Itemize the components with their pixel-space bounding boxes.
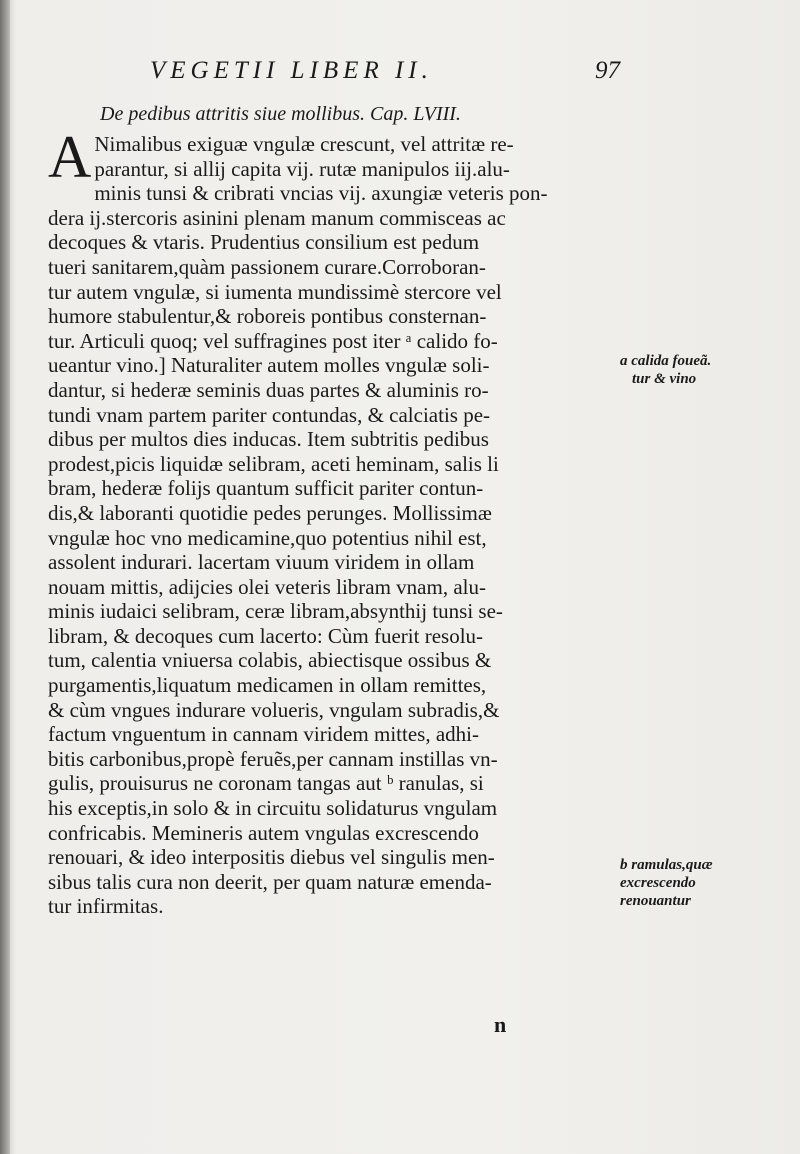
text-line: confricabis. Memineris autem vngulas excrescendo — [48, 820, 479, 845]
margin-note-line: tur & vino — [632, 371, 697, 387]
text-line: tueri sanitarem,quàm passionem curare.Corroboran- — [48, 254, 486, 279]
running-title: VEGETII LIBER II. — [150, 57, 433, 84]
text-line: tur. Articuli quoq; vel suffragines post iter ᵃ calido fo- — [48, 328, 498, 353]
text-line: parantur, si allij capita vij. rutæ manipulos iij.alu- — [94, 156, 510, 181]
margin-note-line: calida foueã. — [631, 353, 712, 369]
text-line: nouam mittis, adijcies olei veteris libram vnam, alu- — [48, 574, 486, 599]
body-text — [48, 124, 614, 919]
text-line: dera ij.stercoris asinini plenam manum commisceas ac — [48, 205, 506, 230]
margin-note-marker: a — [620, 353, 628, 369]
text-line: renouari, & ideo interpositis diebus vel singulis men- — [48, 845, 495, 870]
text-line: prodest,picis liquidæ selibram, aceti heminam, salis li — [48, 451, 499, 476]
text-line: his exceptis,in solo & in circuitu solidaturus vngulam — [48, 796, 498, 821]
text-line: dantur, si hederæ seminis duas partes & aluminis ro- — [48, 377, 489, 402]
text-line: dibus per multos dies inducas. Item subtritis pedibus — [48, 427, 489, 452]
text-line: tum, calentia vniuersa colabis, abiectisque ossibus & — [48, 648, 492, 673]
text-line: ueantur vino.] Naturaliter autem molles vngulæ soli- — [48, 353, 490, 378]
text-line: tundi vnam partem pariter contundas, & calciatis pe- — [48, 402, 491, 427]
text-line: purgamentis,liquatum medicamen in ollam remittes, — [48, 673, 487, 698]
margin-note-line: ramulas,quæ — [631, 857, 713, 873]
page-number: 97 — [595, 57, 620, 84]
chapter-heading: De pedibus attritis siue mollibus. Cap. LVIII. — [100, 103, 461, 125]
text-line: decoques & vtaris. Prudentius consilium est pedum — [48, 230, 480, 255]
margin-note-b — [620, 856, 713, 910]
text-line: sibus talis cura non deerit, per quam naturæ emenda- — [48, 869, 492, 894]
text-line: gulis, prouisurus ne coronam tangas aut ᵇ ranulas, si — [48, 771, 484, 796]
text-line: humore stabulentur,& roboreis pontibus consternan- — [48, 304, 487, 329]
text-line: libram, & decoques cum lacerto: Cùm fuerit resolu- — [48, 623, 484, 648]
text-line: tur autem vngulæ, si iumenta mundissimè stercore vel — [48, 279, 502, 304]
text-line: minis iudaici selibram, ceræ libram,absynthij tunsi se- — [48, 599, 503, 624]
text-line: dis,& laboranti quotidie pedes perunges. Mollissimæ — [48, 500, 492, 525]
text-line: assolent indurari. lacertam viuum viridem in ollam — [48, 550, 475, 575]
text-line: minis tunsi & cribrati vncias vij. axungiæ veteris pon- — [94, 181, 548, 206]
text-line: bitis carbonibus,propè feruẽs,per cannam instillas vn- — [48, 746, 498, 771]
margin-note-line: excrescendo — [620, 875, 696, 891]
margin-note-line: renouantur — [620, 893, 691, 909]
text-line: vngulæ hoc vno medicamine,quo potentius nihil est, — [48, 525, 487, 550]
text-line: factum vnguentum in cannam viridem mittes, adhi- — [48, 722, 479, 747]
text-line: Nimalibus exiguæ vngulæ crescunt, vel attritæ re- — [94, 132, 514, 156]
drop-initial: A — [48, 124, 92, 190]
text-line: tur infirmitas. — [48, 894, 164, 919]
text-line: bram, hederæ folijs quantum sufficit pariter contun- — [48, 476, 484, 501]
running-head — [150, 57, 620, 85]
signature-mark: n — [494, 1012, 507, 1037]
text-line: & cùm vngues indurare volueris, vngulam subradis,& — [48, 697, 500, 722]
margin-note-a — [620, 352, 711, 388]
margin-note-marker: b — [620, 857, 628, 873]
book-spine-shadow — [0, 0, 10, 1154]
